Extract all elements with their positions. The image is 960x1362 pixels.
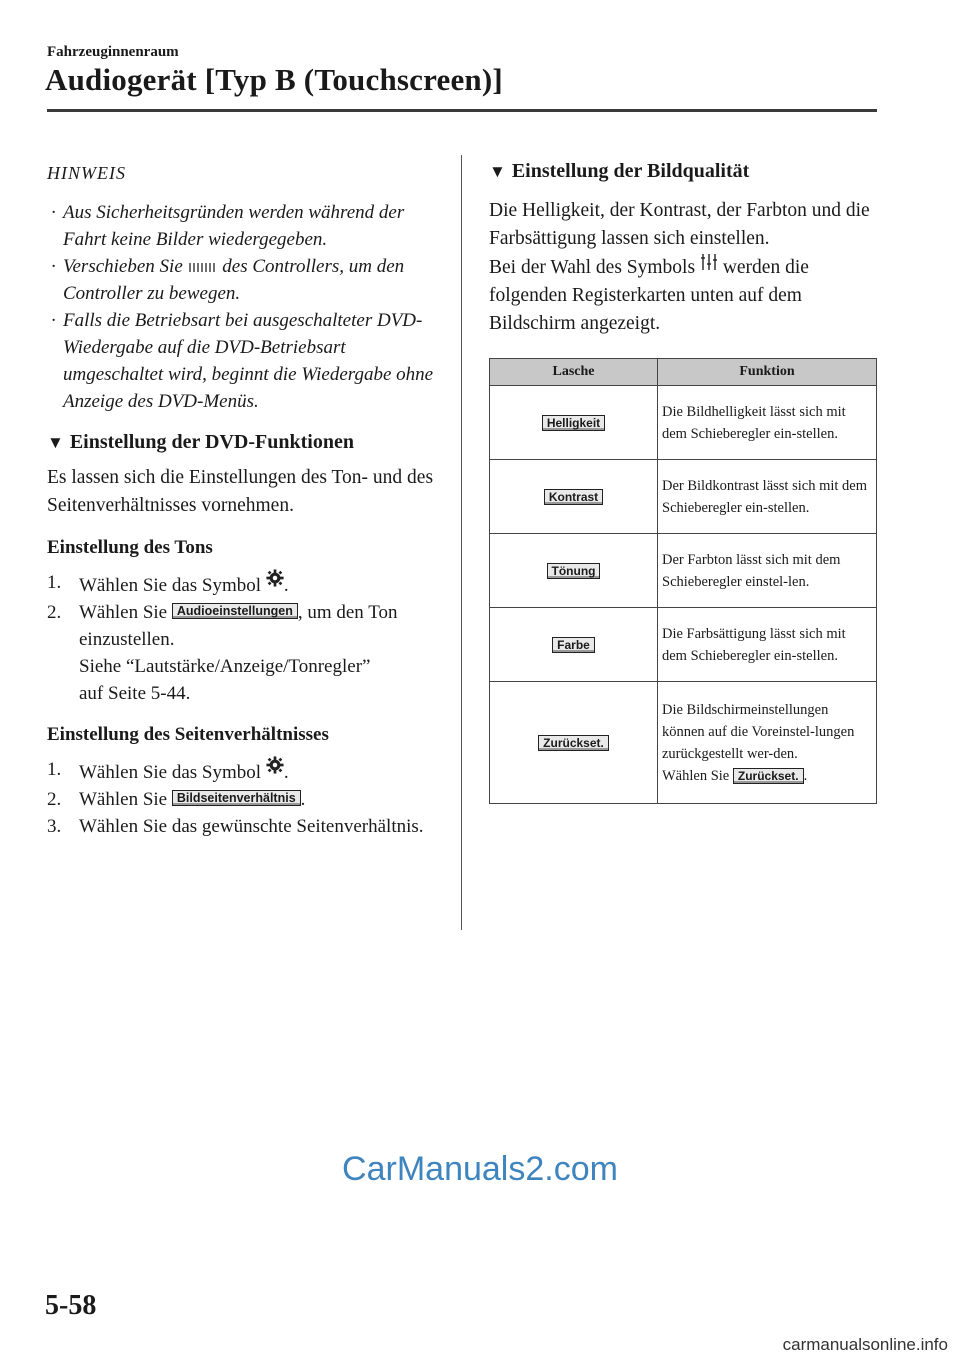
ton-heading: Einstellung des Tons — [47, 537, 213, 558]
note-text-after: des Controllers, um den Controller zu bewegen. — [63, 256, 405, 304]
left-column — [47, 160, 442, 840]
step-text-after: , um den Ton einzustellen. — [79, 602, 398, 650]
ratio-heading: Einstellung des Seitenverhältnisses — [47, 724, 329, 745]
note-item — [47, 253, 442, 307]
color-tab: Farbe — [552, 637, 595, 653]
desc-cell — [658, 682, 877, 804]
gear-icon — [266, 756, 284, 774]
note-list — [47, 199, 442, 415]
dvd-heading — [47, 429, 442, 456]
picture-quality-heading — [489, 160, 877, 183]
step-text: Wählen Sie das gewünschte Seitenverhältnis. — [79, 816, 424, 837]
step-text-after: . — [300, 789, 306, 810]
hinweis-title: HINWEIS — [47, 163, 126, 183]
tab-cell — [490, 460, 658, 534]
table-header-row — [490, 359, 877, 386]
reset-desc-after: . — [803, 767, 808, 784]
note-text-before: Verschieben Sie — [63, 256, 183, 277]
dvd-heading-text: Einstellung der DVD-Funktionen — [69, 431, 354, 453]
reset-button-image: Zurückset. — [733, 768, 804, 784]
table-row — [490, 682, 877, 804]
step-text: Wählen Sie — [79, 789, 168, 810]
step-item — [47, 599, 442, 653]
watermark: CarManuals2.com — [342, 1150, 618, 1188]
step-number: 2. — [47, 789, 62, 810]
aspect-ratio-button: Bildseitenverhältnis — [172, 790, 301, 806]
contrast-tab: Kontrast — [544, 489, 603, 505]
brightness-tab: Helligkeit — [542, 415, 605, 431]
ratio-steps — [47, 756, 442, 840]
desc-cell: Der Bildkontrast lässt sich mit dem Schieberegler ein-stellen. — [658, 460, 877, 534]
bullet: · — [51, 256, 56, 277]
intro2-before: Bei der Wahl des Symbols — [489, 257, 696, 278]
bullet: · — [51, 310, 56, 331]
picture-quality-heading-text: Einstellung der Bildqualität — [511, 160, 750, 182]
step-number: 3. — [47, 816, 62, 837]
table-row — [490, 386, 877, 460]
step-item — [47, 569, 442, 599]
tone-adjust-icon — [700, 253, 718, 271]
desc-cell: Der Farbton lässt sich mit dem Schieberegler einstel-len. — [658, 534, 877, 608]
page-title: Audiogerät [Typ B (Touchscreen)] — [45, 62, 503, 97]
reference-text: Siehe “Lautstärke/Anzeige/Tonregler” — [79, 656, 371, 677]
step-text-after: . — [283, 575, 289, 596]
step-text: Wählen Sie — [79, 602, 168, 623]
picture-intro: Die Helligkeit, der Kontrast, der Farbton und die Farbsättigung lassen sich einstellen. — [489, 200, 870, 249]
step-text: Wählen Sie das Symbol — [79, 762, 262, 783]
triangle-icon: ▼ — [47, 433, 64, 452]
reference-page: auf Seite 5-44. — [79, 683, 191, 704]
note-item — [47, 307, 442, 415]
desc-cell: Die Farbsättigung lässt sich mit dem Schieberegler ein-stellen. — [658, 608, 877, 682]
step-text: Wählen Sie das Symbol — [79, 575, 262, 596]
right-column — [489, 160, 877, 804]
step-item — [47, 756, 442, 786]
title-divider — [47, 109, 877, 112]
bullet: · — [51, 202, 56, 223]
step-text-after: . — [283, 762, 289, 783]
note-item — [47, 199, 442, 253]
controller-wheel-icon — [188, 262, 218, 273]
section-label: Fahrzeuginnenraum — [47, 44, 179, 60]
gear-icon — [266, 569, 284, 587]
picture-settings-table — [489, 358, 877, 804]
tab-cell — [490, 534, 658, 608]
table-row — [490, 460, 877, 534]
step-item — [47, 786, 442, 813]
picture-intro-2 — [489, 253, 877, 338]
step-number: 2. — [47, 602, 62, 623]
step-number: 1. — [47, 759, 62, 780]
note-text: Aus Sicherheitsgründen werden während der Fahrt keine Bilder wiedergegeben. — [63, 202, 405, 250]
table-row — [490, 608, 877, 682]
note-text: Falls die Betriebsart bei ausgeschalteter DVD-Wiedergabe auf die DVD-Betriebsart umgeschaltet wird, beginnt die Wiedergabe ohne Anzeige des DVD-Menüs. — [63, 310, 434, 412]
intro2-after: werden die folgenden Registerkarten unten auf dem Bildschirm angezeigt. — [489, 257, 809, 334]
step-item — [47, 653, 442, 707]
step-number: 1. — [47, 572, 62, 593]
tab-cell — [490, 682, 658, 804]
reset-tab: Zurückset. — [538, 735, 609, 751]
table-header-tab: Lasche — [490, 359, 658, 386]
column-divider — [461, 155, 462, 930]
tab-cell — [490, 386, 658, 460]
dvd-intro: Es lassen sich die Einstellungen des Ton- und des Seitenverhältnisses vornehmen. — [47, 467, 434, 516]
step-item — [47, 813, 442, 840]
audio-settings-button: Audioeinstellungen — [172, 603, 298, 619]
reset-desc-before: Wählen Sie — [662, 767, 730, 784]
ton-steps — [47, 569, 442, 707]
tab-cell — [490, 608, 658, 682]
triangle-icon: ▼ — [489, 162, 506, 181]
page-number: 5-58 — [45, 1290, 97, 1321]
footer-source: carmanualsonline.info — [782, 1335, 948, 1354]
tint-tab: Tönung — [547, 563, 601, 579]
table-header-function: Funktion — [658, 359, 877, 386]
table-row — [490, 534, 877, 608]
reset-desc: Die Bildschirmeinstellungen können auf die Voreinstel-lungen zurückgestellt wer-den. — [662, 701, 855, 762]
desc-cell: Die Bildhelligkeit lässt sich mit dem Schieberegler ein-stellen. — [658, 386, 877, 460]
